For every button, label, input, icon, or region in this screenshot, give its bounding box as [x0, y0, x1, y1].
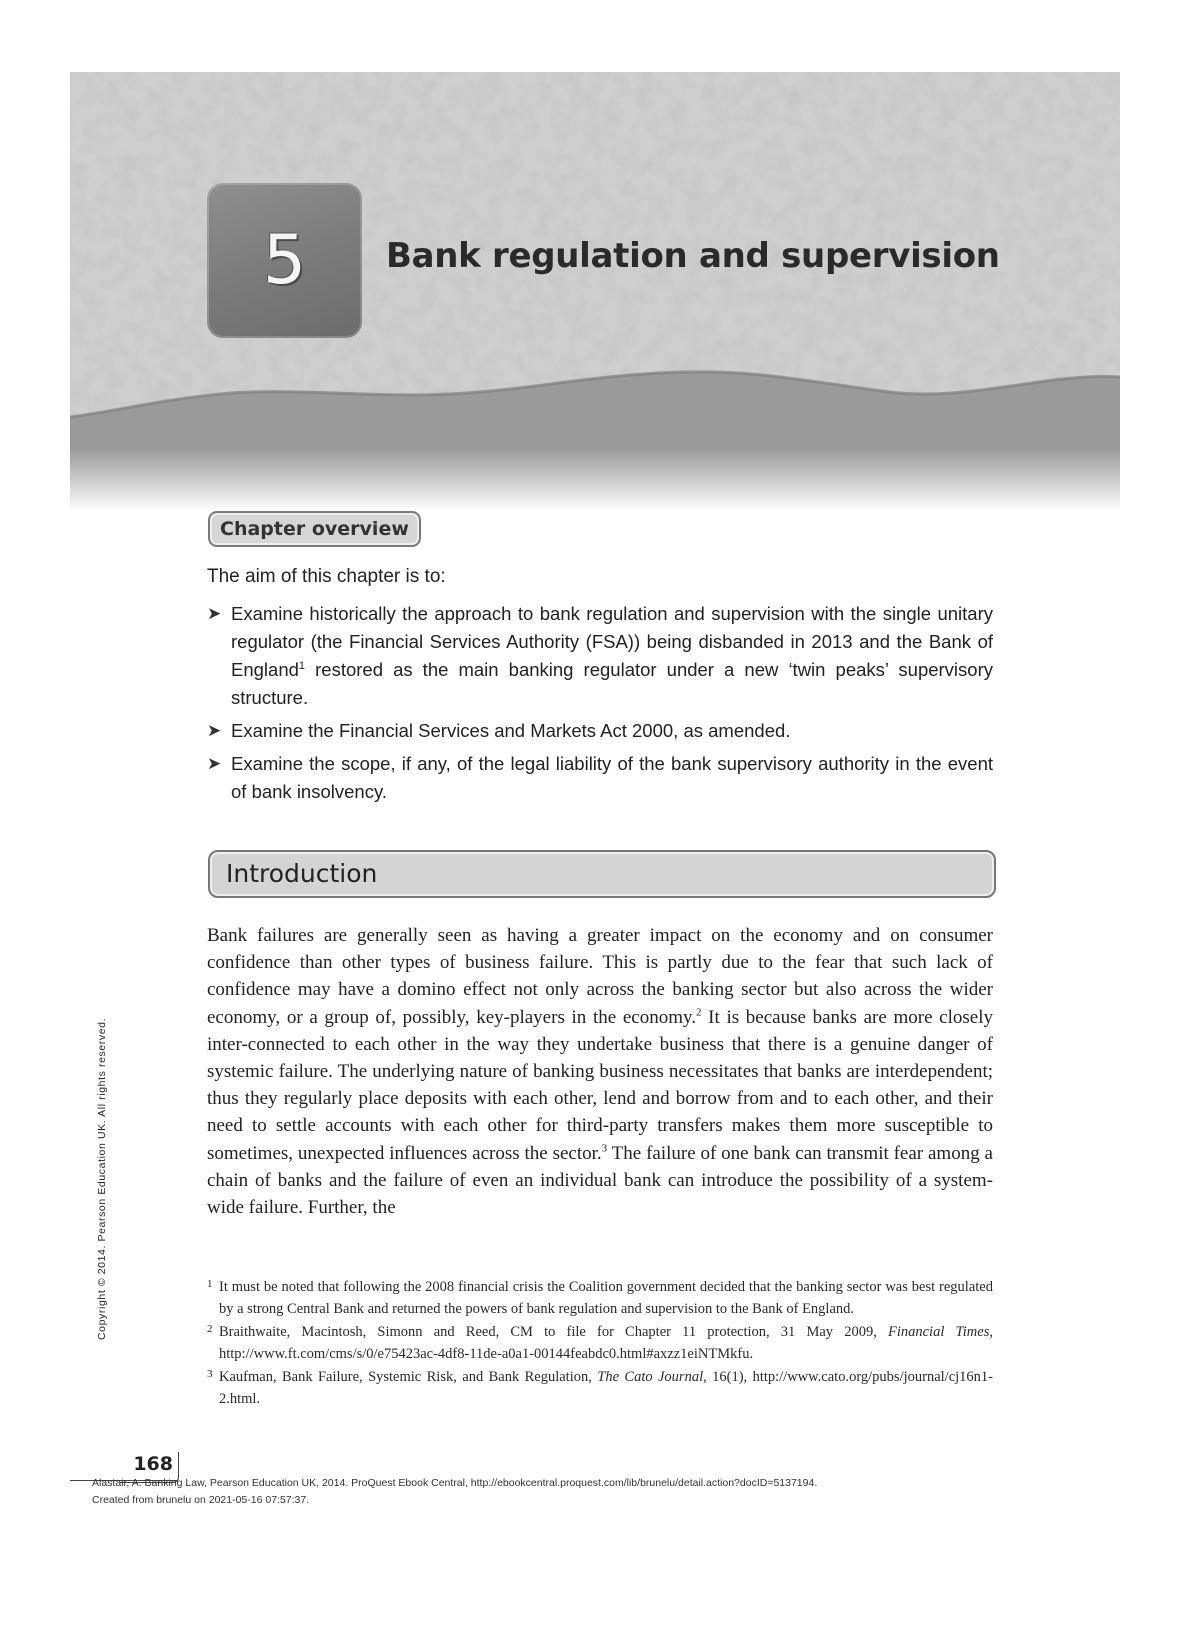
created-from-line: Created from brunelu on 2021-05-16 07:57:37.: [92, 1494, 310, 1506]
footnote-ref: 2: [696, 1006, 702, 1019]
footnote-source-title: The Cato Journal: [597, 1369, 704, 1385]
introduction-paragraph: [207, 922, 993, 1221]
footnote-ref: 3: [601, 1142, 608, 1155]
chapter-overview-text: Chapter overview: [220, 518, 409, 540]
footnote-link[interactable]: , 16(1), http://www.cato.org/pubs/journal/cj16n1-2.html.: [219, 1369, 993, 1407]
paragraph-text: Bank failures are generally seen as having a greater impact on the economy and on consumer confidence than other types of business failure. This is partly due to the fear that such lack of confidence may have a domino effect not only across the banking sector but also across the wider economy, or a group of, possibly, key-players in the economy.: [207, 925, 993, 1028]
arrow-bullet-icon: ➤: [207, 721, 222, 740]
chapter-title: Bank regulation and supervision: [386, 236, 1000, 276]
bullet-text: restored as the main banking regulator under a new ‘twin peaks’ supervisory structure.: [231, 659, 993, 708]
list-item: [207, 750, 993, 806]
chapter-overview-label: [208, 511, 421, 547]
footnote-text: It must be noted that following the 2008 financial crisis the Coalition government decided that the banking sector was best regulated by a strong Central Bank and returned the powers of bank regulation and supervision to the Bank of England.: [219, 1279, 993, 1317]
bullet-text: Examine the Financial Services and Markets Act 2000, as amended.: [231, 720, 791, 741]
paragraph-text: The failure of one bank can transmit fear among a chain of banks and the failure of even an individual bank can introduce the possibility of a system-wide failure. Further, the: [207, 1142, 993, 1219]
arrow-bullet-icon: ➤: [207, 754, 222, 773]
footnotes: [207, 1276, 993, 1411]
overview-bullet-list: [207, 600, 993, 811]
list-item: [207, 717, 993, 745]
paragraph-text: It is because banks are more closely inter-connected to each other in the way they undertake business that there is a genuine danger of systemic failure. The underlying nature of banking business necessitates that banks are interdependent; thus they regularly place deposits with each other, lend and borrow from and to each other, and their need to settle accounts with each other for third-party transfers makes them more susceptible to sometimes, unexpected influences across the sector.: [207, 1006, 993, 1164]
page-number: 168: [133, 1453, 173, 1475]
introduction-heading-bar: [208, 850, 996, 898]
source-citation[interactable]: Alastair, A. Banking Law, Pearson Education UK, 2014. ProQuest Ebook Central, http://ebookcentral.proquest.com/lib/brunelu/detail.action?docID=5137194.: [92, 1477, 818, 1489]
copyright-notice: Copyright © 2014. Pearson Education UK. All rights reserved.: [96, 1017, 108, 1340]
bullet-text: Examine the scope, if any, of the legal liability of the bank supervisory authority in the event of bank insolvency.: [231, 753, 993, 802]
footnote-number: 1: [207, 1278, 213, 1290]
footnote-source-title: Financial Times: [887, 1324, 990, 1340]
footnote-ref: 1: [298, 659, 306, 672]
footnote: [207, 1366, 993, 1410]
footnote-text: Braithwaite, Macintosh, Simonn and Reed, CM to file for Chapter 11 protection, 31 May 2009,: [219, 1324, 888, 1340]
chapter-number-box: [207, 183, 362, 338]
footnote: [207, 1321, 993, 1365]
footnote-text: Kaufman, Bank Failure, Systemic Risk, and Bank Regulation,: [219, 1369, 598, 1385]
footnote-number: 2: [207, 1323, 213, 1335]
footnote-link[interactable]: , http://www.ft.com/cms/s/0/e75423ac-4df8-11de-a0a1-00144feabdc0.html#axzz1eiNTMkfu.: [219, 1324, 993, 1362]
list-item: [207, 600, 993, 712]
arrow-bullet-icon: ➤: [207, 604, 222, 623]
chapter-number: 5: [262, 221, 307, 300]
introduction-heading: Introduction: [226, 859, 378, 888]
footnote-number: 3: [207, 1368, 213, 1380]
footnote: [207, 1276, 993, 1320]
bullet-text: Examine historically the approach to bank regulation and supervision with the single unitary regulator (the Financial Services Authority (FSA)) being disbanded in 2013 and the Bank of England: [231, 603, 993, 680]
overview-aim: The aim of this chapter is to:: [207, 566, 446, 587]
